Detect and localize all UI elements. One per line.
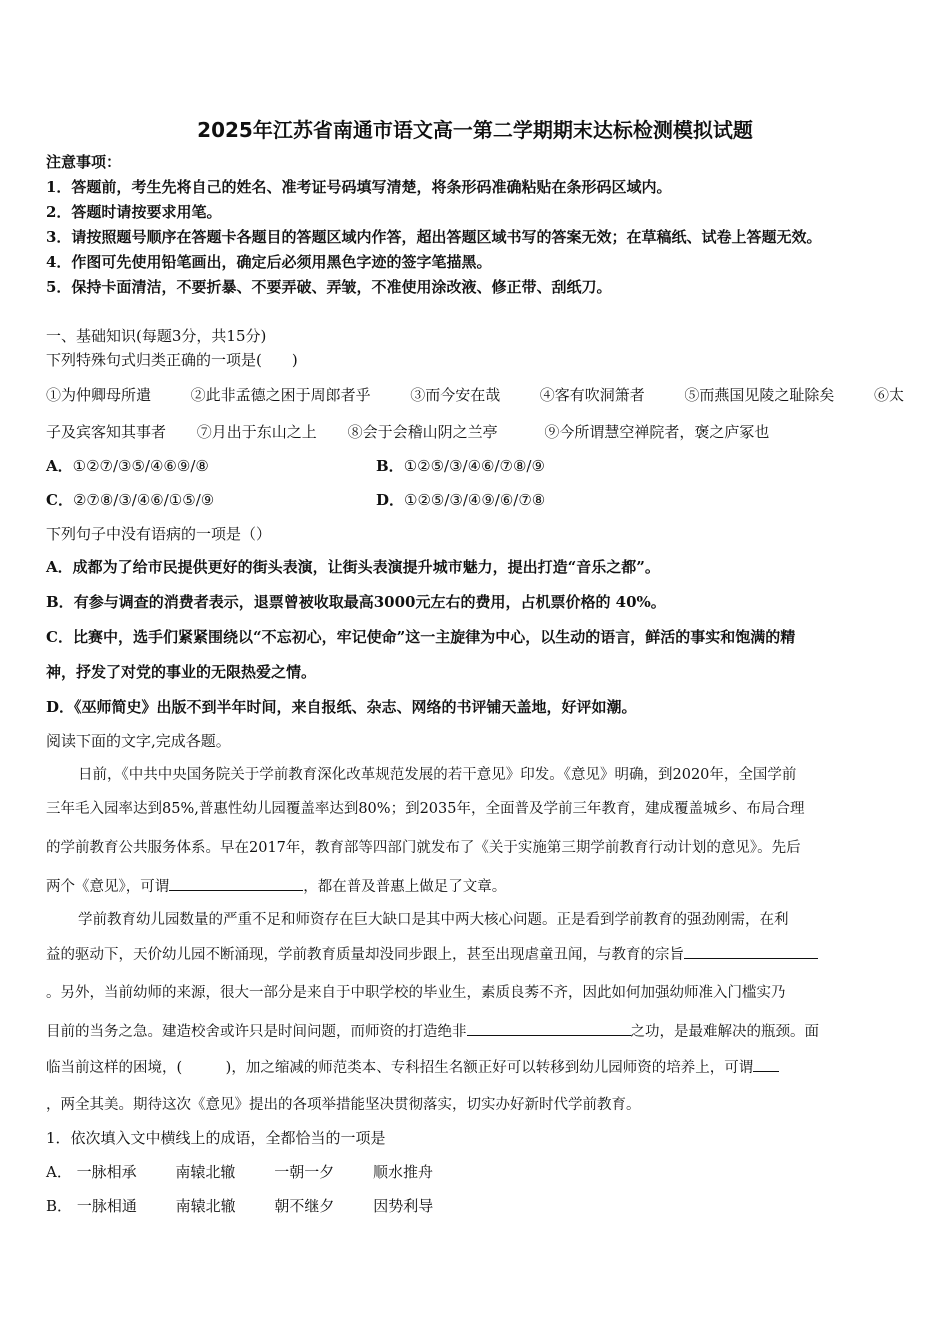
option-label: B．: [376, 457, 404, 475]
sentence-item: ④客有吹洞箫者: [539, 386, 645, 404]
fill-blank: [467, 1021, 631, 1036]
passage-text: 之功，是最难解决的瓶颈。面: [630, 1024, 819, 1040]
sentence-item: ⑦月出于东山之上: [196, 423, 317, 441]
notice-item: 1．答题前，考生先将自己的姓名、准考证号码填写清楚，将条形码准确粘贴在条形码区域内。: [46, 178, 672, 196]
option-text: 比赛中，选手们紧紧围绕以“不忘初心，牢记使命”这一主旋律为中心，以生动的语言，鲜活的事实和饱满的精: [72, 628, 796, 646]
option-text: ②⑦⑧/③/④⑥/①⑤/⑨: [72, 491, 215, 509]
question-stem: 1．依次填入文中横线上的成语，全都恰当的一项是: [46, 1129, 386, 1147]
sentence-item: ⑥太: [873, 386, 904, 404]
option-row: [46, 557, 660, 577]
option-row: [46, 456, 545, 476]
option-label: A．: [46, 558, 73, 576]
page-title: 2025年江苏省南通市语文高一第二学期期末达标检测模拟试题: [197, 118, 753, 142]
sentence-list-line: [46, 385, 904, 405]
question-stem: 下列特殊句式归类正确的一项是( ): [46, 351, 298, 369]
passage-line: [46, 944, 818, 965]
notice-item: 3．请按照题号顺序在答题卡各题目的答题区域内作答，超出答题区域书写的答案无效；在草稿纸、试卷上答题无效。: [46, 228, 822, 246]
passage-text: 目前的当务之急。建造校舍或许只是时间问题，而师资的打造绝非: [46, 1024, 467, 1040]
passage-line: 学前教育幼儿园数量的严重不足和师资存在巨大缺口是其中两大核心问题。正是看到学前教育的强劲刚需，在利: [78, 912, 789, 928]
sentence-item: ⑧会于会稽山阴之兰亭: [347, 423, 498, 441]
passage-line: 的学前教育公共服务体系。早在2017年，教育部等四部门就发布了《关于实施第三期学前教育行动计划的意见》。先后: [46, 840, 801, 856]
option-row: [46, 1162, 467, 1182]
passage-text: ，都在普及普惠上做足了文章。: [303, 879, 507, 895]
option-text: ①②⑦/③⑤/④⑥⑨/⑧: [72, 457, 209, 475]
option-text: ①②⑤/③/④⑨/⑥/⑦⑧: [404, 491, 546, 509]
notice-item: 4．作图可先使用铅笔画出，确定后必须用黑色字迹的签字笔描黑。: [46, 253, 492, 271]
passage-text: 临当前这样的困境，( )，加之缩减的师范类本、专科招生名额正好可以转移到幼儿园师资的培养上，可谓: [46, 1060, 754, 1076]
reading-intro: 阅读下面的文字,完成各题。: [46, 732, 231, 750]
option-label: A．: [46, 457, 73, 475]
option-row: [46, 697, 637, 717]
option-continuation: 神，抒发了对党的事业的无限热爱之情。: [46, 663, 317, 681]
option-label: D．: [46, 698, 75, 716]
passage-line: 日前，《中共中央国务院关于学前教育深化改革规范发展的若干意见》印发。《意见》明确，到2020年，全国学前: [78, 767, 797, 783]
sentence-item: ⑤而燕国见陵之耻除矣: [684, 386, 835, 404]
option-word: 朝不继夕: [274, 1197, 335, 1215]
option-word: 顺水推舟: [373, 1163, 434, 1181]
sentence-item: ①为仲卿母所遣: [46, 386, 152, 404]
option-word: 一脉相承: [76, 1163, 137, 1181]
sentence-item: ③而今安在哉: [410, 386, 501, 404]
passage-line: ，两全其美。期待这次《意见》提出的各项举措能坚决贯彻落实，切实办好新时代学前教育。: [46, 1097, 641, 1113]
option-text: 《巫师简史》出版不到半年时间，来自报纸、杂志、网络的书评铺天盖地，好评如潮。: [74, 698, 637, 716]
notice-item: 2．答题时请按要求用笔。: [46, 203, 222, 221]
option-row: [46, 627, 795, 647]
sentence-item: ⑨今所谓慧空禅院者，褒之庐冢也: [544, 423, 770, 441]
section-heading: 一、基础知识(每题3分，共15分): [46, 327, 267, 345]
sentence-item: 子及宾客知其事者: [46, 423, 167, 441]
notice-item: 5．保持卡面清洁，不要折暴、不要弄破、弄皱，不准使用涂改液、修正带、刮纸刀。: [46, 278, 612, 296]
option-label: C．: [46, 628, 73, 646]
option-text: 成都为了给市民提供更好的街头表演，让街头表演提升城市魅力，提出打造“音乐之都”。: [72, 558, 660, 576]
option-row: [46, 490, 546, 510]
sentence-item: ②此非孟德之困于周郎者乎: [190, 386, 371, 404]
passage-line: [46, 1021, 819, 1042]
option-label: A．: [46, 1163, 72, 1181]
option-word: 南辕北辙: [175, 1163, 236, 1181]
passage-line: [46, 1057, 779, 1078]
option-row: [46, 1196, 467, 1216]
passage-line: 三年毛入园率达到85%,普惠性幼儿园覆盖率达到80%；到2035年，全面普及学前三年教育，建成覆盖城乡、布局合理: [46, 801, 805, 817]
sentence-list-line: [46, 422, 769, 442]
option-label: B．: [46, 593, 74, 611]
option-word: 因势利导: [373, 1197, 434, 1215]
option-text: ①②⑤/③/④⑥/⑦⑧/⑨: [403, 457, 545, 475]
fill-blank: [684, 944, 818, 959]
passage-line: [46, 876, 506, 897]
question-stem: 下列句子中没有语病的一项是（）: [46, 525, 272, 543]
option-label: D．: [376, 491, 405, 509]
option-text: 有参与调查的消费者表示，退票曾被收取最高3000元左右的费用，占机票价格的 40%。: [73, 593, 666, 611]
notice-heading: 注意事项：: [46, 153, 122, 171]
passage-line: 。另外，当前幼师的来源，很大一部分是来自于中职学校的毕业生，素质良莠不齐，因此如何加强幼师准入门槛实乃: [46, 985, 786, 1001]
fill-blank: [753, 1057, 779, 1072]
fill-blank: [169, 876, 303, 891]
option-label: C．: [46, 491, 73, 509]
passage-text: 益的驱动下，天价幼儿园不断涌现，学前教育质量却没同步跟上，甚至出现虐童丑闻，与教育的宗旨: [46, 947, 684, 963]
option-word: 南辕北辙: [175, 1197, 236, 1215]
option-label: B．: [46, 1197, 73, 1215]
option-word: 一朝一夕: [274, 1163, 335, 1181]
passage-text: 两个《意见》，可谓: [46, 879, 170, 895]
option-row: [46, 592, 666, 612]
option-word: 一脉相通: [76, 1197, 137, 1215]
